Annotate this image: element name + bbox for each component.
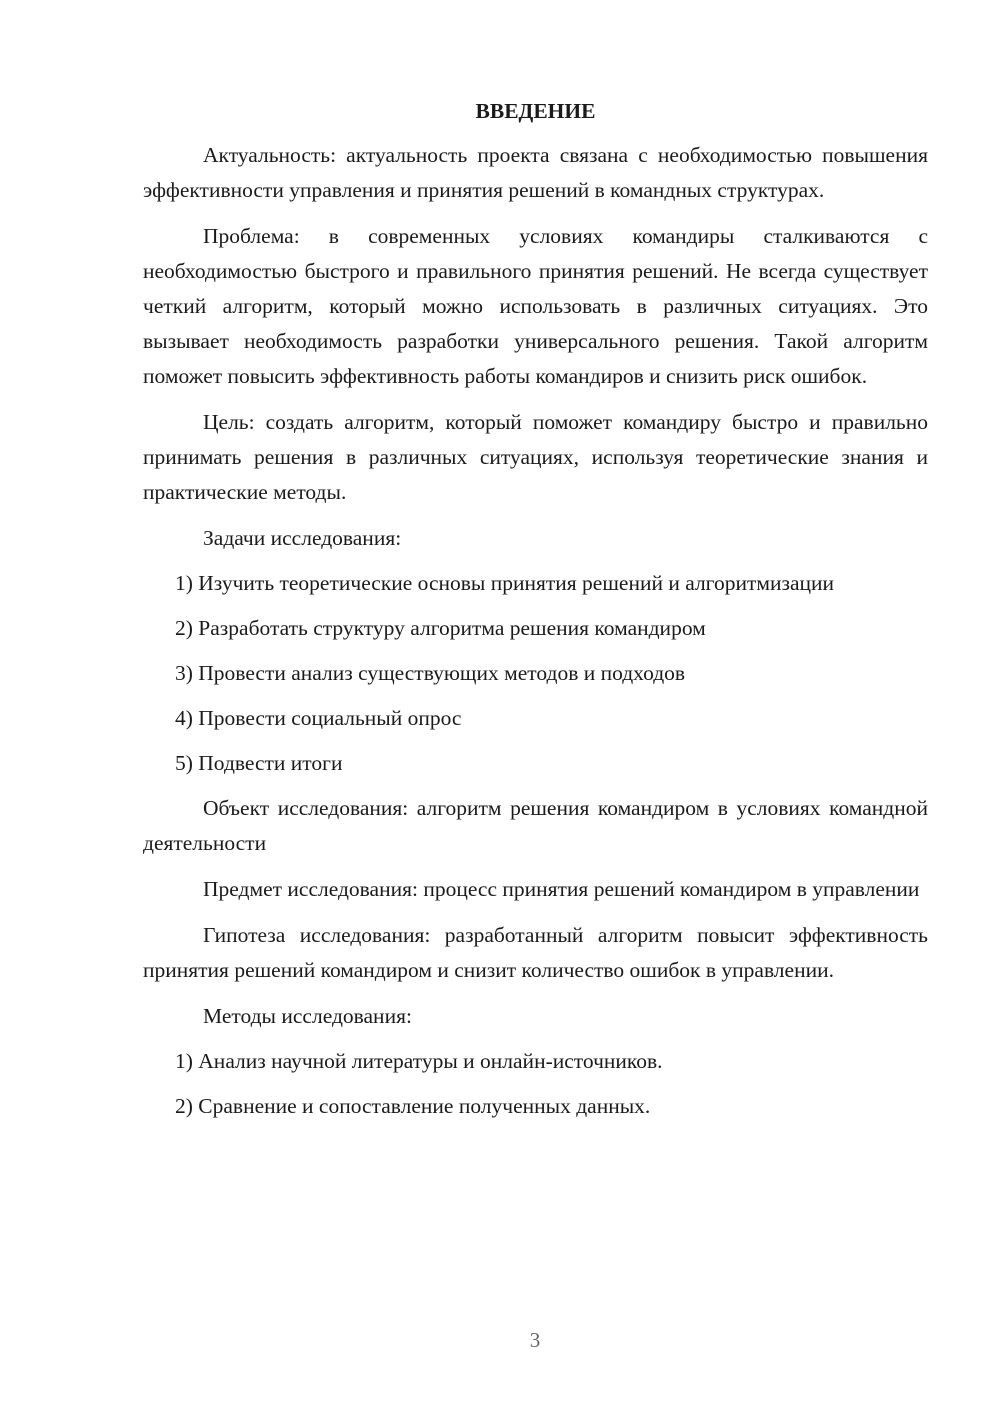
subject-paragraph: Предмет исследования: процесс принятия решений командиром в управлении [203, 877, 920, 901]
document-page [143, 96, 928, 1134]
goal-paragraph: Цель: создать алгоритм, который поможет командиру быстро и правильно принимать решения в различных ситуациях, используя теоретические знания и практические методы. [143, 410, 928, 504]
object-paragraph: Объект исследования: алгоритм решения командиром в условиях командной деятельности [143, 796, 928, 855]
list-item: 5) Подвести итоги [175, 751, 343, 775]
hypothesis-paragraph: Гипотеза исследования: разработанный алгоритм повысит эффективность принятия решений командиром и снизит количество ошибок в управлении. [143, 923, 928, 982]
tasks-list [143, 566, 928, 781]
list-item: 1) Анализ научной литературы и онлайн-источников. [175, 1049, 663, 1073]
list-item: 2) Сравнение и сопоставление полученных данных. [175, 1094, 651, 1118]
list-item: 1) Изучить теоретические основы принятия решений и алгоритмизации [175, 571, 835, 595]
relevance-paragraph: Актуальность: актуальность проекта связана с необходимостью повышения эффективности управления и принятия решений в командных структурах. [143, 143, 928, 202]
page-number: 3 [529, 1328, 541, 1352]
problem-paragraph: Проблема: в современных условиях командиры сталкиваются с необходимостью быстрого и правильного принятия решений. Не всегда существует четкий алгоритм, который можно использовать в различных ситуациях. Это вызывает необходимость разработки универсального решения. Такой алгоритм поможет повысить эффективность работы командиров и снизить риск ошибок. [143, 224, 928, 388]
list-item: 3) Провести анализ существующих методов и подходов [175, 661, 686, 685]
methods-list [143, 1044, 928, 1124]
page-title: ВВЕДЕНИЕ [475, 99, 596, 123]
list-item: 4) Провести социальный опрос [175, 706, 462, 730]
methods-heading: Методы исследования: [203, 1004, 412, 1028]
tasks-heading: Задачи исследования: [203, 526, 402, 550]
list-item: 2) Разработать структуру алгоритма решения командиром [175, 616, 706, 640]
